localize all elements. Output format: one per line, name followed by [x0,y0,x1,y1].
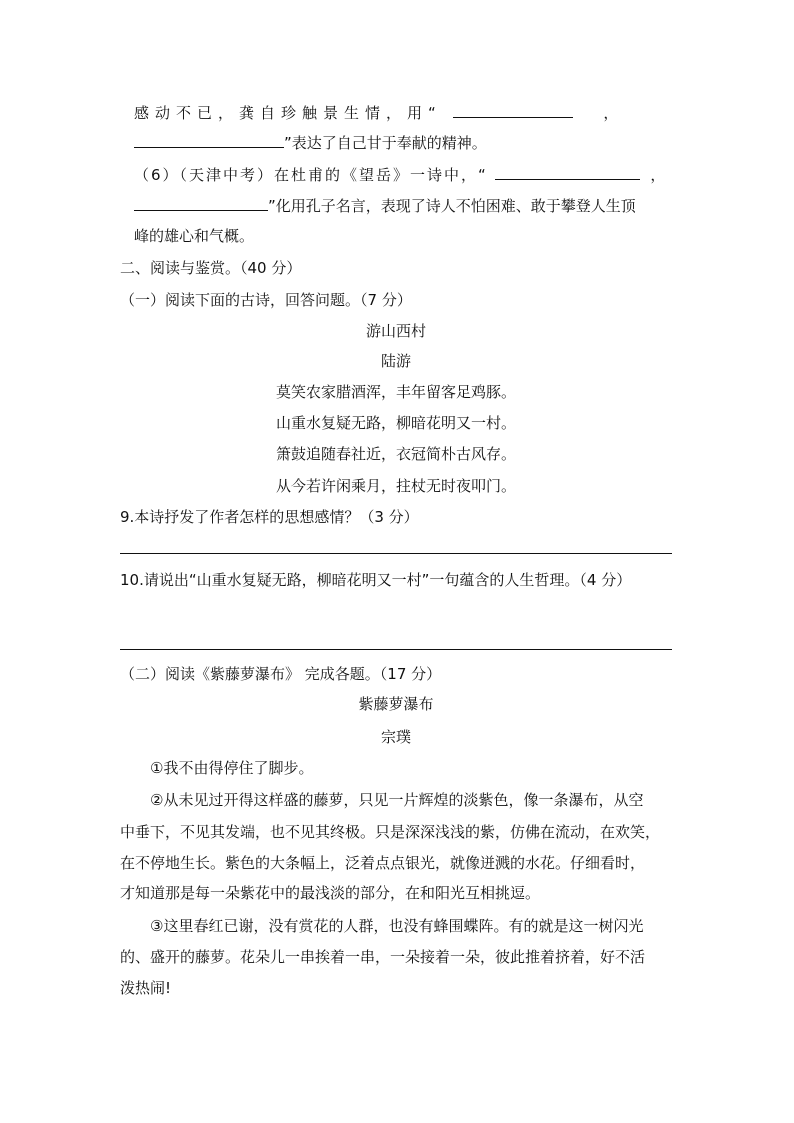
essay-line-8: 泼热闹! [120,979,172,997]
question-10: 10.请说出“山重水复疑无路，柳暗花明又一村”一句蕴含的人生哲理。（4 分） [120,571,632,589]
poem-title: 游山西村 [365,322,426,340]
q6-line-1 [134,165,667,185]
q9-answer-line[interactable] [120,553,672,554]
poem-line-4: 从今若许闲乘月，拄杖无时夜叩门。 [275,477,516,495]
q6-answer-blank-2[interactable] [134,196,268,211]
q5-line-1-text: 感动不已，龚自珍触景生情，用“ [134,104,442,122]
q5-line-1-comma: ， [603,104,625,122]
essay-line-7: 的、盛开的藤萝。花朵儿一串挨着一串，一朵接着一朵，彼此推着挤着，好不活 [120,948,646,966]
essay-line-3: 中垂下，不见其发端，也不见其终极。只是深深浅浅的紫，仿佛在流动，在欢笑， [120,823,661,841]
q6-line-1-text: （6）（天津中考）在杜甫的《望岳》一诗中，“ [134,166,488,184]
essay-line-4: 在不停地生长。紫色的大条幅上，泛着点点银光，就像迸溅的水花。仔细看时， [120,854,646,872]
section-2-heading: 二、阅读与鉴赏。（40 分） [120,259,302,277]
poem-line-1: 莫笑农家腊酒浑，丰年留客足鸡豚。 [275,383,516,401]
q6-line-2 [134,196,636,216]
essay-line-2: ②从未见过开得这样盛的藤萝，只见一片辉煌的淡紫色，像一条瀑布，从空 [150,791,644,809]
q6-line-2-tail: ”化用孔子名言，表现了诗人不怕困难、敢于攀登人生顶 [268,197,636,215]
q10-answer-line[interactable] [120,649,672,650]
q5-line-2 [134,133,487,153]
question-9: 9.本诗抒发了作者怎样的思想感情？（3 分） [120,508,419,526]
essay-title: 紫藤萝瀑布 [358,695,434,713]
part-1-heading: （一）阅读下面的古诗，回答问题。（7 分） [120,291,412,309]
essay-line-6: ③这里春红已谢，没有赏花的人群，也没有蜂围蝶阵。有的就是这一树闪光 [150,917,644,935]
q5-answer-blank-1[interactable] [453,103,573,118]
poem-line-3: 箫鼓追随春社近，衣冠简朴古风存。 [275,445,516,463]
q6-answer-blank-1[interactable] [495,165,640,180]
part-2-heading: （二）阅读《紫藤萝瀑布》 完成各题。（17 分） [120,665,442,683]
essay-author: 宗璞 [380,728,411,746]
essay-line-5: 才知道那是每一朵紫花中的最浅淡的部分，在和阳光互相挑逗。 [120,884,541,902]
essay-line-1: ①我不由得停住了脚步。 [150,759,314,777]
q6-line-3: 峰的雄心和气概。 [134,227,255,245]
poem-author: 陆游 [380,352,411,370]
q5-answer-blank-2[interactable] [134,133,284,148]
q5-line-1 [134,103,624,123]
poem-line-2: 山重水复疑无路，柳暗花明又一村。 [275,414,516,432]
q5-line-2-tail: ”表达了自己甘于奉献的精神。 [284,134,487,152]
q6-line-1-comma: ， [650,166,668,184]
